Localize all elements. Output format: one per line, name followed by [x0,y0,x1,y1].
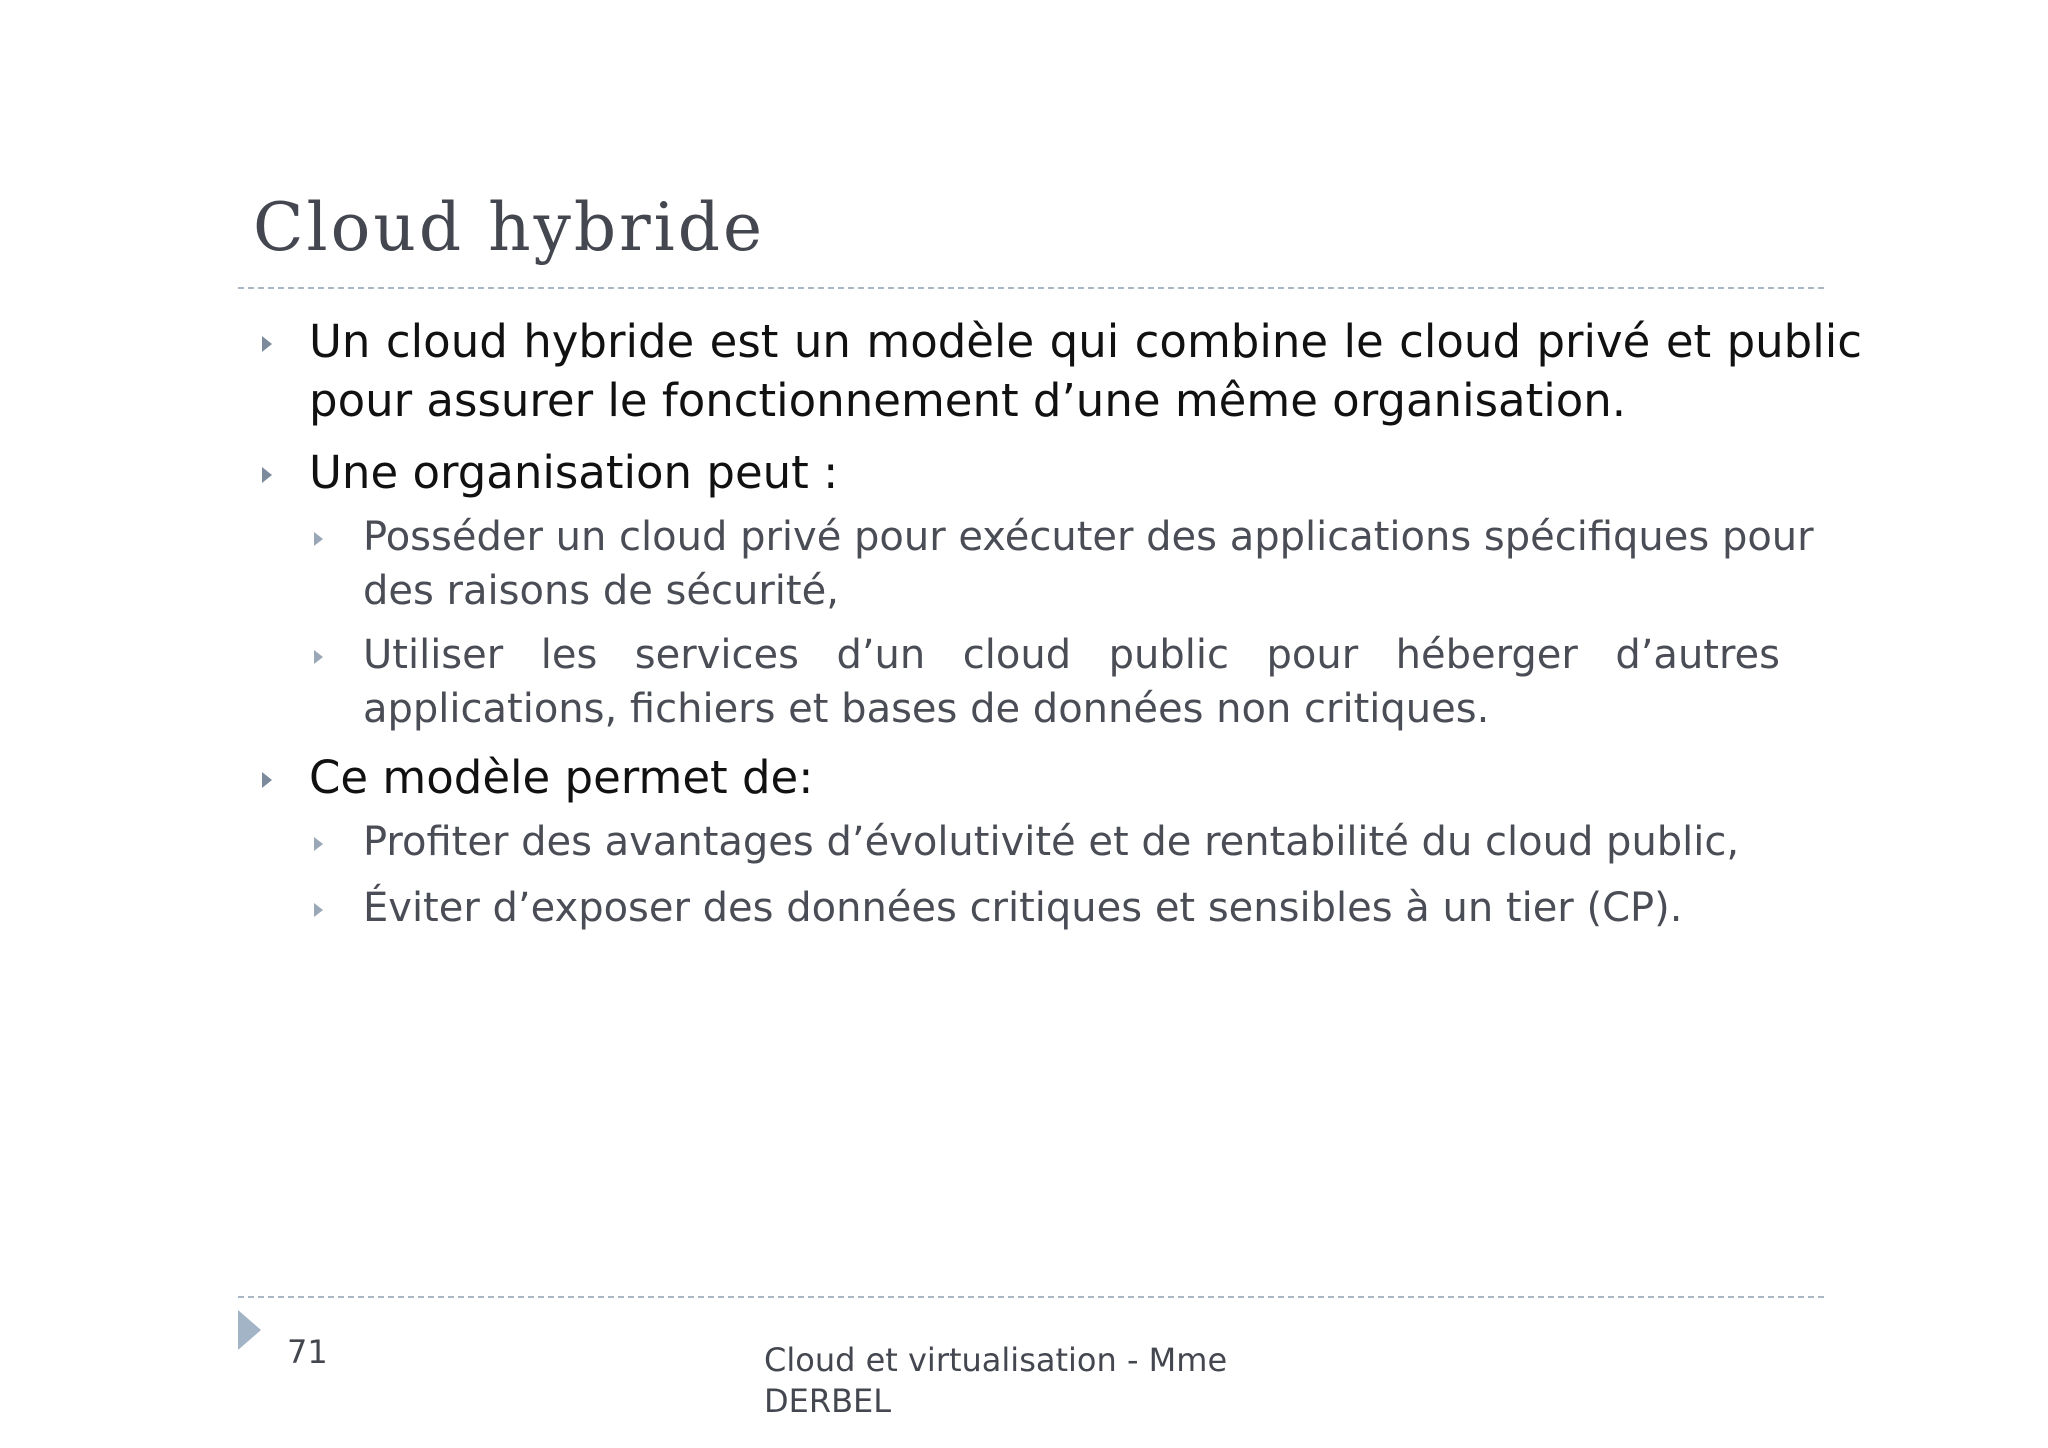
bullet-item [253,443,1873,502]
title-divider [238,287,1824,289]
bullet-item [253,312,1862,430]
bullet-text: Une organisation peut : [309,446,839,499]
sub-bullet-item [253,815,1873,869]
footer-divider [238,1296,1824,1298]
sub-bullet-item [253,881,1873,935]
sub-bullet-triangle-icon [314,532,323,546]
sub-bullet-item [253,628,1780,736]
bullet-triangle-icon [262,467,272,483]
sub-bullet-text: Éviter d’exposer des données critiques et sensibles à un tier (CP). [363,885,1683,931]
sub-bullet-triangle-icon [314,837,323,851]
sub-bullet-item [253,510,1873,618]
sub-bullet-triangle-icon [314,903,323,917]
bullet-list [253,312,1873,935]
sub-bullet-text: Posséder un cloud privé pour exécuter des applications spécifiques pour des raisons de sécurité, [363,514,1814,614]
sub-bullet-triangle-icon [314,650,323,664]
bullet-text: Un cloud hybride est un modèle qui combine le cloud privé et public pour assurer le fonctionnement d’une même organisation. [309,315,1862,427]
sub-bullet-text: Utiliser les services d’un cloud public pour héberger d’autres applications, fichiers et bases de données non critiques. [363,632,1780,732]
page-number: 71 [287,1333,328,1371]
bullet-text: Ce modèle permet de: [309,751,814,804]
sub-bullet-text: Profiter des avantages d’évolutivité et de rentabilité du cloud public, [363,819,1740,865]
bullet-triangle-icon [262,336,272,352]
footer-triangle-icon [238,1310,261,1350]
slide-title: Cloud hybride [253,189,766,266]
bullet-item [253,748,1873,807]
footer-text: Cloud et virtualisation - Mme DERBEL [764,1341,1228,1420]
bullet-triangle-icon [262,772,272,788]
